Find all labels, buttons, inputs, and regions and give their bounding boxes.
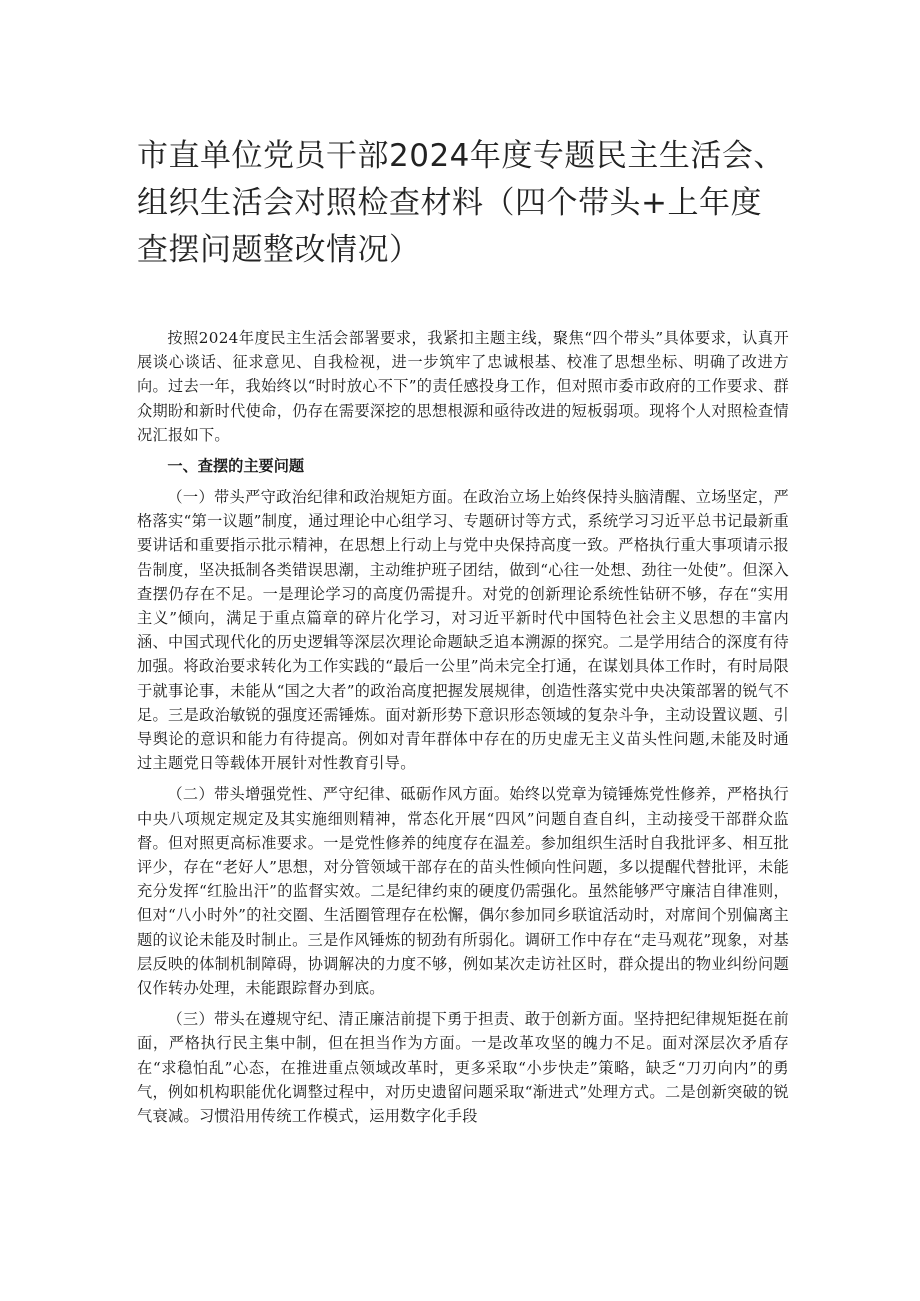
paragraph-political-discipline: （一）带头严守政治纪律和政治规矩方面。在政治立场上始终保持头脑清醒、立场坚定，严格落实“第一议题”制度，通过理论中心组学习、专题研讨等方式，系统学习习近平总书记最新重要讲话和重要指示批示精神，在思想上行动上与党中央保持高度一致。严格执行重大事项请示报告制度，坚决抵制各类错误思潮，主动维护班子团结，做到“心往一处想、劲往一处使”。但深入查摆仍存在不足。一是理论学习的高度仍需提升。对党的创新理论系统性钻研不够，存在“实用主义”倾向，满足于重点篇章的碎片化学习，对习近平新时代中国特色社会主义思想的丰富内涵、中国式现代化的历史逻辑等深层次理论命题缺乏追本溯源的探究。二是学用结合的深度有待加强。将政治要求转化为工作实践的“最后一公里”尚未完全打通，在谋划具体工作时，有时局限于就事论事，未能从“国之大者”的政治高度把握发展规律，创造性落实党中央决策部署的锐气不足。三是政治敏锐的强度还需锤炼。面对新形势下意识形态领域的复杂斗争，主动设置议题、引导舆论的意识和能力有待提高。例如对青年群体中存在的历史虚无主义苗头性问题,未能及时通过主题党日等载体开展针对性教育引导。	[137, 488, 789, 773]
document-body	[137, 326, 789, 1128]
paragraph-responsibility-innovation: （三）带头在遵规守纪、清正廉洁前提下勇于担责、敢于创新方面。坚持把纪律规矩挺在前面，严格执行民主集中制，但在担当作为方面。一是改革攻坚的魄力不足。面对深层次矛盾存在“求稳怕乱”心态，在推进重点领域改革时，更多采取“小步快走”策略，缺乏“刀刃向内”的勇气，例如机构职能优化调整过程中，对历史遗留问题采取“渐进式”处理方式。二是创新突破的锐气衰减。习惯沿用传统工作模式，运用数字化手段	[137, 1010, 789, 1126]
document-title: 市直单位党员干部2024年度专题民主生活会、组织生活会对照检查材料（四个带头+上年度查摆问题整改情况）	[137, 138, 785, 268]
intro-paragraph: 按照2024年度民主生活会部署要求，我紧扣主题主线，聚焦“四个带头”具体要求，认真开展谈心谈话、征求意见、自我检视，进一步筑牢了忠诚根基、校准了思想坐标、明确了改进方向。过去一年，我始终以“时时放心不下”的责任感投身工作，但对照市委市政府的工作要求、群众期盼和新时代使命，仍存在需要深挖的思想根源和亟待改进的短板弱项。现将个人对照检查情况汇报如下。	[137, 329, 789, 444]
paragraph-party-spirit: （二）带头增强党性、严守纪律、砥砺作风方面。始终以党章为镜锤炼党性修养，严格执行中央八项规定规定及其实施细则精神，常态化开展“四风”问题自查自纠，主动接受干部群众监督。但对照更高标准要求。一是党性修养的纯度存在温差。参加组织生活时自我批评多、相互批评少，存在“老好人”思想，对分管领域干部存在的苗头性倾向性问题，多以提醒代替批评，未能充分发挥“红脸出汗”的监督实效。二是纪律约束的硬度仍需强化。虽然能够严守廉洁自律准则，但对“八小时外”的社交圈、生活圈管理存在松懈，偶尔参加同乡联谊活动时，对席间个别偏离主题的议论未能及时制止。三是作风锤炼的韧劲有所弱化。调研工作中存在“走马观花”现象，对基层反映的体制机制障碍，协调解决的力度不够，例如某次走访社区时，群众提出的物业纠纷问题仅作转办处理，未能跟踪督办到底。	[137, 785, 789, 998]
section-heading: 一、查摆的主要问题	[167, 457, 305, 476]
